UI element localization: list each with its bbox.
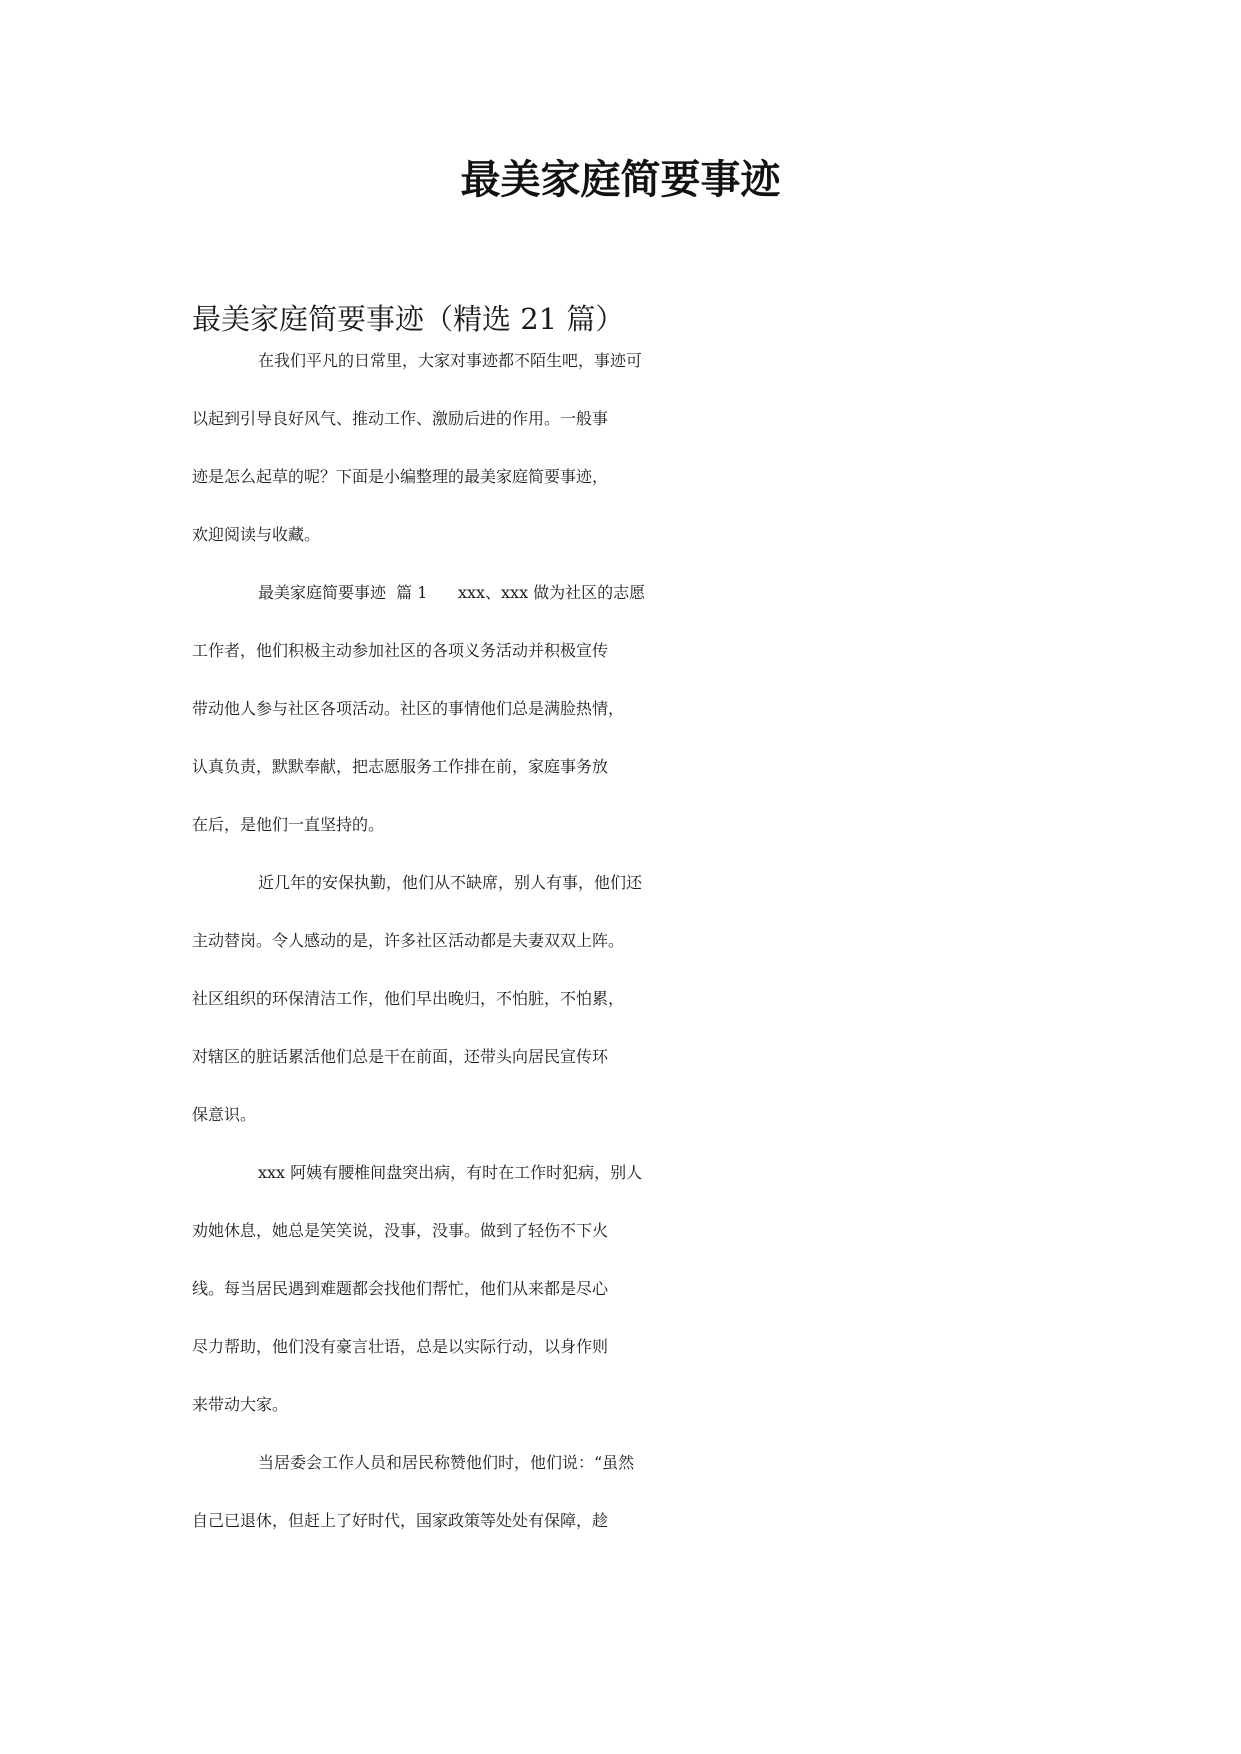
paragraph-line: 保意识。	[192, 1105, 257, 1124]
paragraph-line: 主动替岗。令人感动的是，许多社区活动都是夫妻双双上阵。	[192, 931, 625, 950]
document-subtitle: 最美家庭简要事迹（精选 21 篇）	[192, 302, 625, 336]
paragraph-line: 在后，是他们一直坚持的。	[192, 815, 385, 834]
paragraph-line: 在我们平凡的日常里，大家对事迹都不陌生吧，事迹可	[258, 351, 643, 370]
paragraph-line: 认真负责，默默奉献，把志愿服务工作排在前，家庭事务放	[192, 757, 609, 776]
paragraph-line: 带动他人参与社区各项活动。社区的事情他们总是满脸热情，	[192, 699, 625, 718]
paragraph-line: 近几年的安保执勤，他们从不缺席，别人有事，他们还	[258, 873, 643, 892]
paragraph-line: 最美家庭简要事迹 篇 1 xxx、xxx 做为社区的志愿	[258, 583, 646, 602]
paragraph-intro	[192, 348, 1052, 580]
paragraph-line: 工作者，他们积极主动参加社区的各项义务活动并积极宣传	[192, 641, 609, 660]
document-title: 最美家庭简要事迹	[460, 157, 781, 203]
paragraph-line: 欢迎阅读与收藏。	[192, 525, 321, 544]
paragraph-security-duty	[192, 870, 1052, 1160]
paragraph-line: xxx 阿姨有腰椎间盘突出病，有时在工作时犯病，别人	[258, 1163, 643, 1182]
paragraph-line: 对辖区的脏话累活他们总是干在前面，还带头向居民宣传环	[192, 1047, 609, 1066]
paragraph-line: 社区组织的环保清洁工作，他们早出晚归，不怕脏，不怕累，	[192, 989, 625, 1008]
paragraph-auntie	[192, 1160, 1052, 1450]
paragraph-article-1	[192, 580, 1052, 870]
paragraph-line: 劝她休息，她总是笑笑说，没事，没事。做到了轻伤不下火	[192, 1221, 609, 1240]
document-body	[192, 290, 1052, 1566]
paragraph-line: 迹是怎么起草的呢？下面是小编整理的最美家庭简要事迹，	[192, 467, 609, 486]
paragraph-line: 自己已退休，但赶上了好时代，国家政策等处处有保障，趁	[192, 1511, 609, 1530]
paragraph-line: 以起到引导良好风气、推动工作、激励后进的作用。一般事	[192, 409, 609, 428]
paragraph-line: 线。每当居民遇到难题都会找他们帮忙，他们从来都是尽心	[192, 1279, 609, 1298]
paragraph-line: 来带动大家。	[192, 1395, 289, 1414]
paragraph-praise	[192, 1450, 1052, 1566]
paragraph-line: 尽力帮助，他们没有豪言壮语，总是以实际行动，以身作则	[192, 1337, 609, 1356]
paragraph-line: 当居委会工作人员和居民称赞他们时，他们说：“虽然	[258, 1453, 635, 1472]
